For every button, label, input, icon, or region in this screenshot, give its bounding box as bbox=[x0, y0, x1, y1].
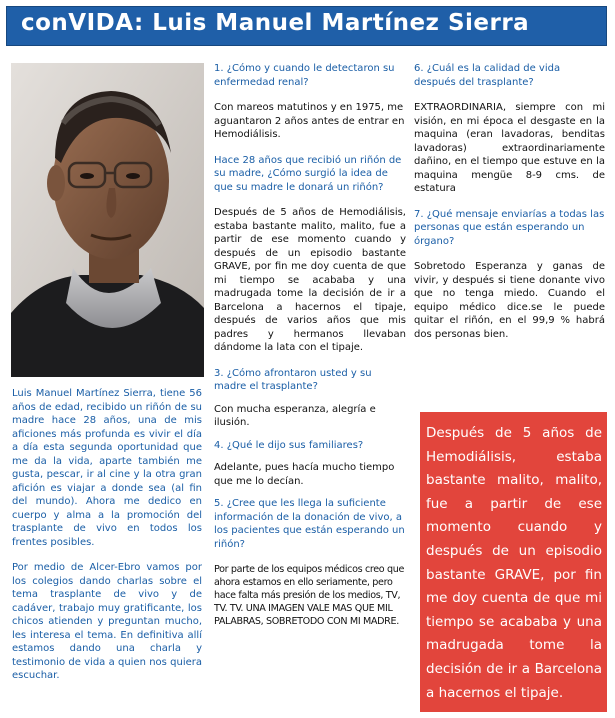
question-6: 6. ¿Cuál es la calidad de vida después del trasplante? bbox=[414, 63, 561, 88]
answer-3: Con mucha esperanza, alegría e ilusión. bbox=[214, 403, 376, 428]
bio-paragraph: Luis Manuel Martínez Sierra, tiene 56 años de edad, recibido un riñón de su madre hace 28 años, una de mis aficiones más profunda es vivir el día a día esta segunda oportunidad que me da la vida, aparte también me gusta, pescar, ir al cine y la otra gran afición es viajar a donde sea (al fin del mundo). Ahora me dedico en cuerpo y alma a la promoción del trasplante de vivo en todos los frentes posibles. bbox=[12, 388, 202, 548]
interview-column-right bbox=[414, 62, 605, 341]
question-3: 3. ¿Cómo afrontaron usted y su madre el trasplante? bbox=[214, 367, 372, 392]
answer-1: Con mareos matutinos y en 1975, me aguantaron 2 años antes de entrar en Hemodiálisis. bbox=[214, 102, 405, 140]
answer-5: Por parte de los equipos médicos creo que ahora estamos en ello seriamente, pero hace falta más presión de los medios, TV, TV. TV. UNA IMAGEN VALE MAS QUE MIL PALABRAS, SOBRETODO CON MI MADRE. bbox=[214, 564, 405, 627]
page-title: conVIDA: Luis Manuel Martínez Sierra bbox=[21, 10, 530, 36]
answer-7: Sobretodo Esperanza y ganas de vivir, y después si tiene donante vivo que no tenga miedo. Cuando el equipo médico dice.se le puede quitar el riñón, en el 99,9 % habrá dos personas bien. bbox=[414, 261, 605, 340]
alcer-paragraph: Por medio de Alcer-Ebro vamos por los colegios dando charlas sobre el tema trasplante de vivo y de cadáver, trabajo muy gratificante, los chicos atienden y preguntan mucho, les interesa el tema. En definitiva allí estamos dando una charla y testimonio de vida a quien nos quiera escuchar. bbox=[12, 562, 202, 681]
answer-2: Después de 5 años de Hemodiálisis, estaba bastante malito, malito, fue a partir de ese momento cuando y después de un episodio bastante GRAVE, por fin me doy cuenta de que mi tiempo se acababa y una madrugada tome la decisión de ir a Barcelona a hacernos el tipaje, después de varios años que mis padres y hermanos llevaban dándome la lata con el tipaje. bbox=[214, 207, 406, 353]
question-1: 1. ¿Cómo y cuando le detectaron su enfermedad renal? bbox=[214, 63, 395, 88]
question-2: Hace 28 años que recibió un riñón de su madre, ¿Cómo surgió la idea de que su madre le donará un riñón? bbox=[214, 154, 402, 193]
question-5: 5. ¿Cree que les llega la suficiente información de la donación de vivo, a los pacientes que están esperando un riñón? bbox=[214, 498, 405, 550]
left-column bbox=[12, 387, 202, 683]
answer-6: EXTRAORDINARIA, siempre con mi visión, en mi época el desgaste en la maquina (eran lavadoras, benditas lavadoras) extraordinariamente dañino, en el tiempo que estuve en la maquina mengüe 8-9 cms. de estatura bbox=[414, 102, 605, 194]
portrait-illustration bbox=[11, 63, 204, 377]
question-4: 4. ¿Qué le dijo sus familiares? bbox=[214, 439, 364, 451]
question-7: 7. ¿Qué mensaje enviarías a todas las personas que están esperando un órgano? bbox=[414, 208, 605, 247]
portrait-photo bbox=[11, 63, 204, 377]
title-banner bbox=[6, 6, 607, 46]
answer-4: Adelante, pues hacía mucho tiempo que me lo decían. bbox=[214, 462, 395, 487]
interview-column-middle bbox=[214, 62, 406, 628]
pull-quote-text: Después de 5 años de Hemodiálisis, estaba bastante malito, malito, fue a partir de ese momento cuando y después de un episodio bastante GRAVE, por fin me doy cuenta de que mi tiempo se acababa y una madrugada tome la decisión de ir a Barcelona a hacernos el tipaje. bbox=[426, 425, 602, 701]
pull-quote-box bbox=[420, 412, 607, 712]
